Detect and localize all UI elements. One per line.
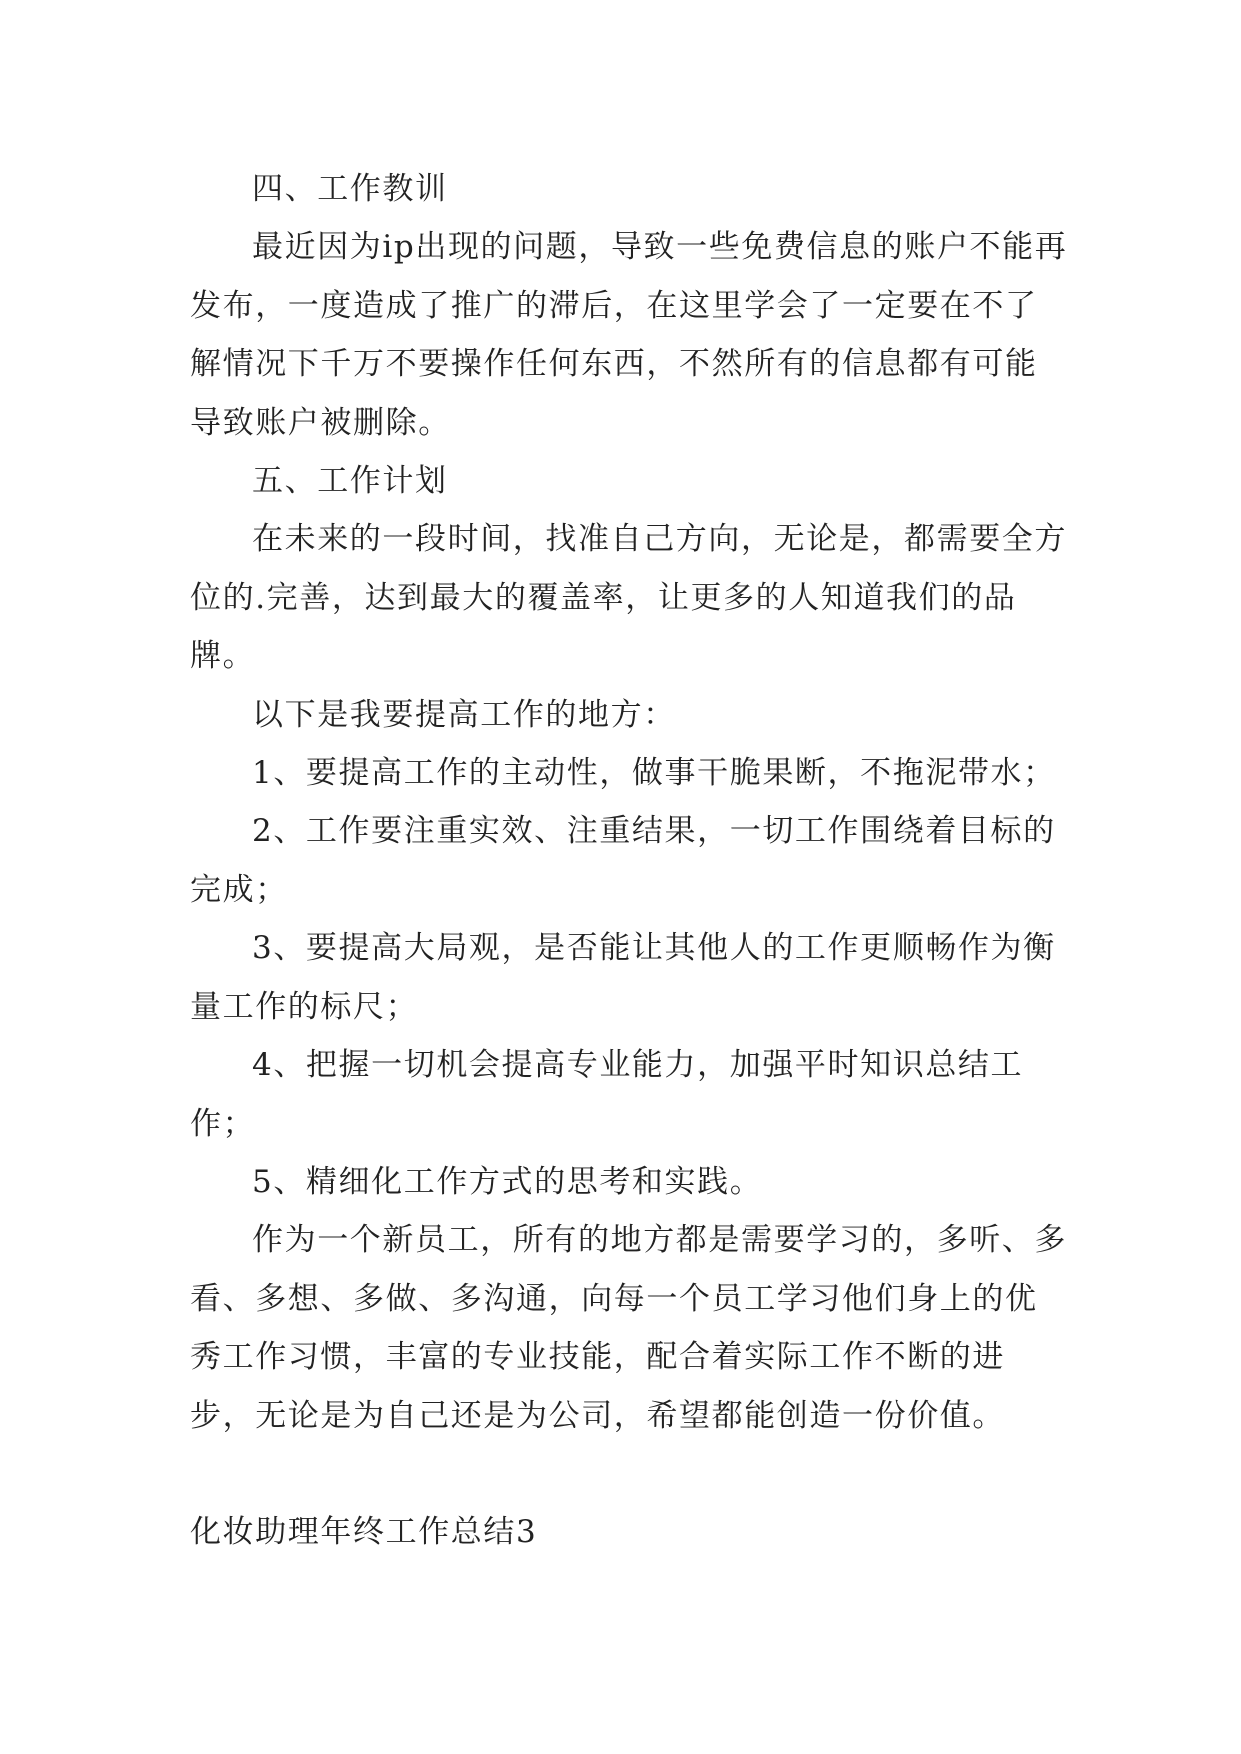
paragraph-plan: 在未来的一段时间，找准自己方向，无论是，都需要全方位的.完善，达到最大的覆盖率，让更多的人知道我们的品牌。: [190, 521, 1067, 675]
improvements-intro: 以下是我要提高工作的地方：: [252, 696, 676, 733]
document-body: [190, 160, 1070, 1561]
paragraph-closing: 作为一个新员工，所有的地方都是需要学习的，多听、多看、多想、多做、多沟通，向每一个员工学习他们身上的优秀工作习惯，丰富的专业技能，配合着实际工作不断的进步，无论是为自己还是为公司，希望都能创造一份价值。: [190, 1222, 1067, 1434]
improvement-item-5: 5、精细化工作方式的思考和实践。: [252, 1163, 763, 1200]
section-heading-lessons: 四、工作教训: [252, 171, 448, 207]
next-document-title: 化妆助理年终工作总结3: [190, 1513, 538, 1550]
improvement-item-1: 1、要提高工作的主动性，做事干脆果断，不拖泥带水；: [252, 755, 1056, 792]
improvement-item-3: 3、要提高大局观，是否能让其他人的工作更顺畅作为衡量工作的标尺；: [190, 930, 1056, 1025]
improvement-item-4: 4、把握一切机会提高专业能力，加强平时知识总结工作；: [190, 1047, 1024, 1142]
paragraph-lessons: 最近因为ip出现的问题，导致一些免费信息的账户不能再发布，一度造成了推广的滞后，在这里学会了一定要在不了解情况下千万不要操作任何东西，不然所有的信息都有可能导致账户被删除。: [190, 229, 1068, 441]
section-heading-plan: 五、工作计划: [252, 463, 448, 500]
improvement-item-2: 2、工作要注重实效、注重结果，一切工作围绕着目标的完成；: [190, 813, 1056, 908]
section-spacer: [190, 1445, 1070, 1503]
